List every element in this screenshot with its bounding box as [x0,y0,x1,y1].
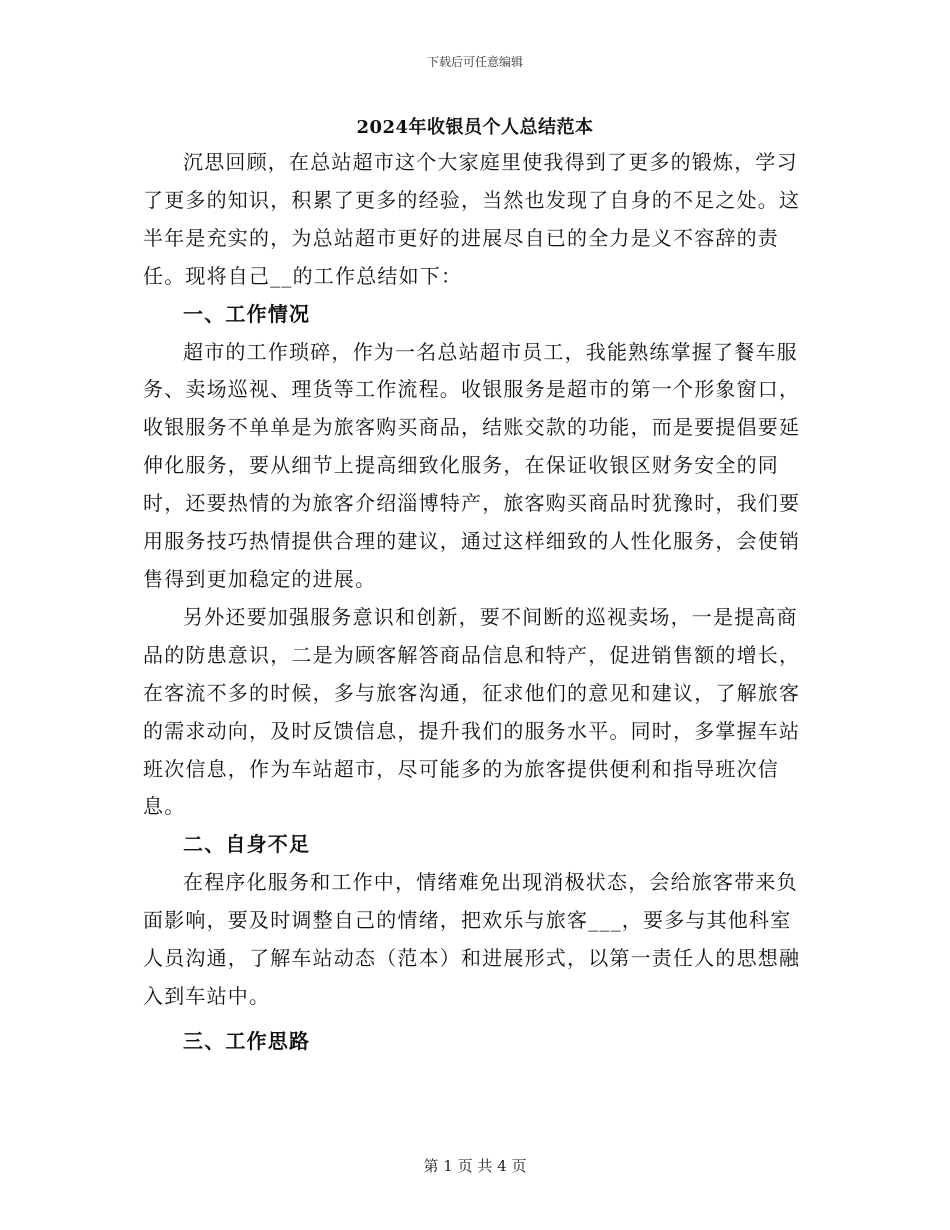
header-note: 下载后可任意编辑 [426,55,523,69]
document-title: 2024年收银员个人总结范本 [356,117,594,138]
section-heading-shortcomings: 二、自身不足 [183,832,311,857]
page-number-footer: 第 1 页 共 4 页 [423,1157,527,1175]
work-situation-paragraph-2: 另外还要加强服务意识和创新，要不间断的巡视卖场，一是提高商品的防患意识，二是为顾客解答商品信息和特产，促进销售额的增长，在客流不多的时候，多与旅客沟通，征求他们的意见和建议，了解旅客的需求动向，及时反馈信息，提升我们的服务水平。同时，多掌握车站班次信息，作为车站超市，尽可能多的为旅客提供便利和指导班次信息。 [143,604,801,819]
section-heading-work-plan: 三、工作思路 [183,1028,311,1053]
intro-paragraph: 沉思回顾，在总站超市这个大家庭里使我得到了更多的锻炼，学习了更多的知识，积累了更多的经验，当然也发现了自身的不足之处。这半年是充实的，为总站超市更好的进展尽自已的全力是义不容辞的责任。现将自己__的工作总结如下： [143,150,801,288]
shortcomings-paragraph: 在程序化服务和工作中，情绪难免出现消极状态，会给旅客带来负面影响，要及时调整自己的情绪，把欢乐与旅客___，要多与其他科室人员沟通，了解车站动态（范本）和进展形式，以第一责任人的思想融入到车站中。 [143,870,801,1008]
document-body [143,144,808,1061]
section-heading-work-situation: 一、工作情况 [183,301,311,326]
work-situation-paragraph-1: 超市的工作琐碎，作为一名总站超市员工，我能熟练掌握了餐车服务、卖场巡视、理货等工作流程。收银服务是超市的第一个形象窗口，收银服务不单单是为旅客购买商品，结账交款的功能，而是要提倡要延伸化服务，要从细节上提高细致化服务，在保证收银区财务安全的同时，还要热情的为旅客介绍淄博特产，旅客购买商品时犹豫时，我们要用服务技巧热情提供合理的建议，通过这样细致的人性化服务，会使销售得到更加稳定的进展。 [143,339,801,591]
